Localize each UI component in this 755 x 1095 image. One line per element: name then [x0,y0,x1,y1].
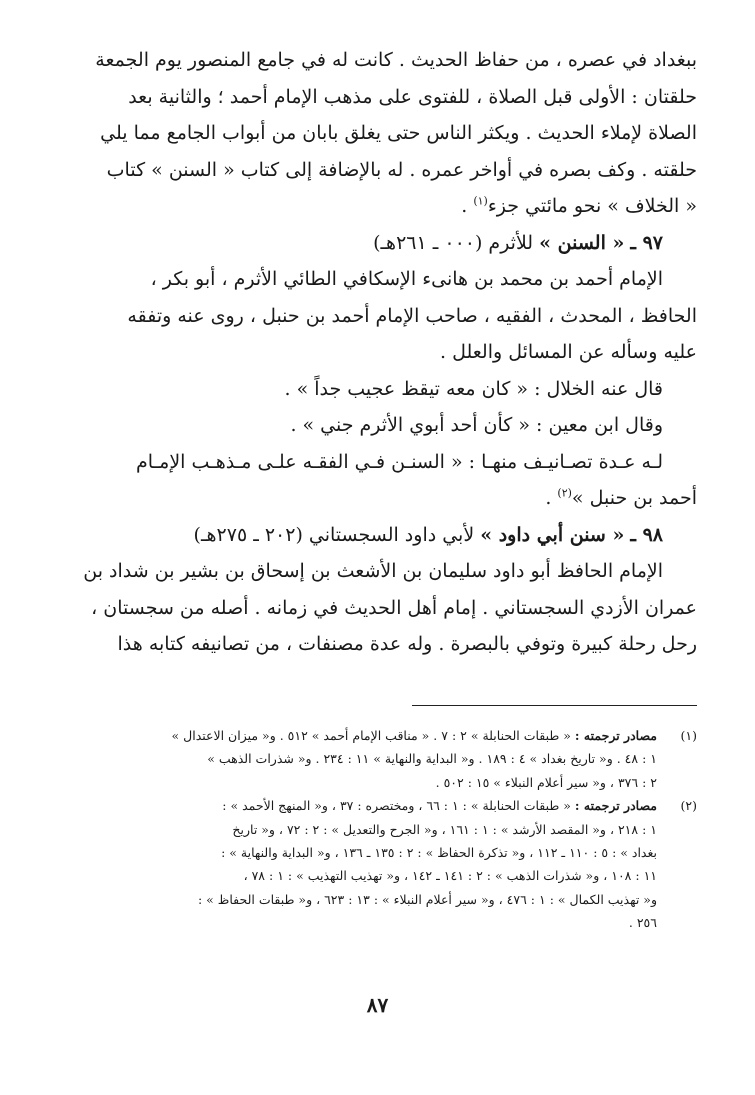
paragraph-continuation [62,42,697,225]
paragraph-quote-ibn-maeen: وقال ابن معين : « كأن أحد أبوي الأثرم جني » . [290,414,663,436]
page-number: ٨٧ [366,993,389,1017]
footnote-line: ٢ : ٣٧٦ ، و« سير أعلام النبلاء » ١٥ : ٥٠٢ . [435,774,657,790]
entry-author-dates: لأبي داود السجستاني (٢٠٢ ـ ٢٧٥هـ) [193,523,481,546]
paragraph-biography-athram [62,261,697,298]
text-line: عمران الأزدي السجستاني . إمام أهل الحديث في زمانه . أصله من سجستان ، [91,596,697,619]
paragraph-biography-abu-dawud-cont [62,590,697,663]
text-line: الحافظ ، المحدث ، الفقيه ، صاحب الإمام أحمد بن حنبل ، روى عنه وتفقه [127,304,697,327]
footnote-body [62,794,657,934]
footnotes [62,724,697,935]
entry-title: « سنن أبي داود » [480,523,625,546]
paragraph-biography-abu-dawud [62,553,697,590]
text-line: الإمام الحافظ أبو داود سليمان بن الأشعث بن إسحاق بن بشير بن شداد بن [83,560,663,582]
text-line: لـه عـدة تصـانيـف منهـا : « السنـن فـي الفقـه علـى مـذهـب الإمـام [136,450,663,473]
paragraph-biography-athram-cont [62,298,697,371]
entry-heading-97 [62,225,697,262]
footnote-number: (٢) [680,798,697,814]
entry-title: « السنن » [539,231,625,254]
text-line: عليه وسأله عن المسائل والعلل . [439,341,697,363]
entry-number: ٩٨ ـ [630,523,663,546]
footnote-label: مصادر ترجمته : [574,798,657,814]
footnote-text: « طبقات الحنابلة » : ١ : ٦٦ ، ومختصره : ٣٧ ، و« المنهج الأحمد » : [222,798,575,814]
footnote-ref-2[interactable]: (٢) [557,486,572,500]
entry-number: ٩٧ ـ [630,231,663,254]
footnote-separator [412,705,697,706]
text-line: ببغداد في عصره ، من حفاظ الحديث . كانت له في جامع المنصور يوم الجمعة [95,49,697,71]
text-line: حلقتان : الأولى قبل الصلاة ، للفتوى على مذهب الإمام أحمد ؛ والثانية بعد [128,85,697,108]
footnote-body [62,724,657,794]
text-line: أحمد بن حنبل » [571,487,697,509]
footnote-line [172,728,657,743]
main-text [62,42,697,663]
footnote-line [222,798,657,813]
footnote-line: ١١ : ١٠٨ ، و« شذرات الذهب » : ٢ : ١٤١ ـ ١٤٢ ، و« تهذيب التهذيب » : ١ : ٧٨ ، [243,868,657,884]
paragraph-works [62,444,697,481]
footnote-line: ١ : ٤٨ . و« تاريخ بغداد » ٤ : ١٨٩ . و« البداية والنهاية » ١١ : ٢٣٤ . و« شذرات الذهب » [207,751,657,767]
footnote-label: مصادر ترجمته : [574,728,657,743]
text-line: الإمام أحمد بن محمد بن هانىء الإسكافي الطائي الأثرم ، أبو بكر ، [150,268,663,290]
paragraph-quote-khallal: قال عنه الخلال : « كان معه تيقظ عجيب جداً » . [284,377,663,400]
entry-author-dates: للأثرم (٠٠٠ ـ ٢٦١هـ) [373,231,540,254]
paragraph-works-cont [62,480,697,517]
footnote-1 [62,724,697,794]
text-line: حلقته . وكف بصره في أواخر عمره . له بالإضافة إلى كتاب « السنن » كتاب [106,158,697,181]
sentence-end: . [461,195,474,217]
footnote-number: (١) [680,728,697,743]
text-line: الصلاة لإملاء الحديث . ويكثر الناس حتى يغلق بابان من أبواب الجامع مما يلي [100,122,697,144]
sentence-end: . [545,487,558,509]
footnote-line: و« تهذيب الكمال » : ١ : ٤٧٦ ، و« سير أعلام النبلاء » : ١٣ : ٦٢٣ ، و« طبقات الحفاظ » : [198,891,657,907]
text-line: « الخلاف » نحو مائتي جزء [487,195,697,217]
text-line: رحل رحلة كبيرة وتوفي بالبصرة . وله عدة مصنفات ، من تصانيفه كتابه هذا [117,633,697,655]
footnote-line: بغداد » : ٥ : ١١٠ ـ ١١٢ ، و« تذكرة الحفاظ » : ٢ : ١٣٥ ـ ١٣٦ ، و« البداية والنهاية » : [221,845,657,861]
footnote-2 [62,794,697,934]
footnote-text: « طبقات الحنابلة » ٢ : ٧ . « مناقب الإمام أحمد » ٥١٢ . و« ميزان الاعتدال » [171,728,575,743]
entry-heading-98 [62,517,697,554]
footnote-line: ١ : ٢١٨ ، و« المقصد الأرشد » : ١ : ١٦١ ، و« الجرح والتعديل » : ٢ : ٧٢ ، و« تاريخ [232,821,657,837]
footnote-ref-1[interactable]: (١) [473,194,488,208]
footnote-line: ٢٥٦ . [628,915,657,931]
